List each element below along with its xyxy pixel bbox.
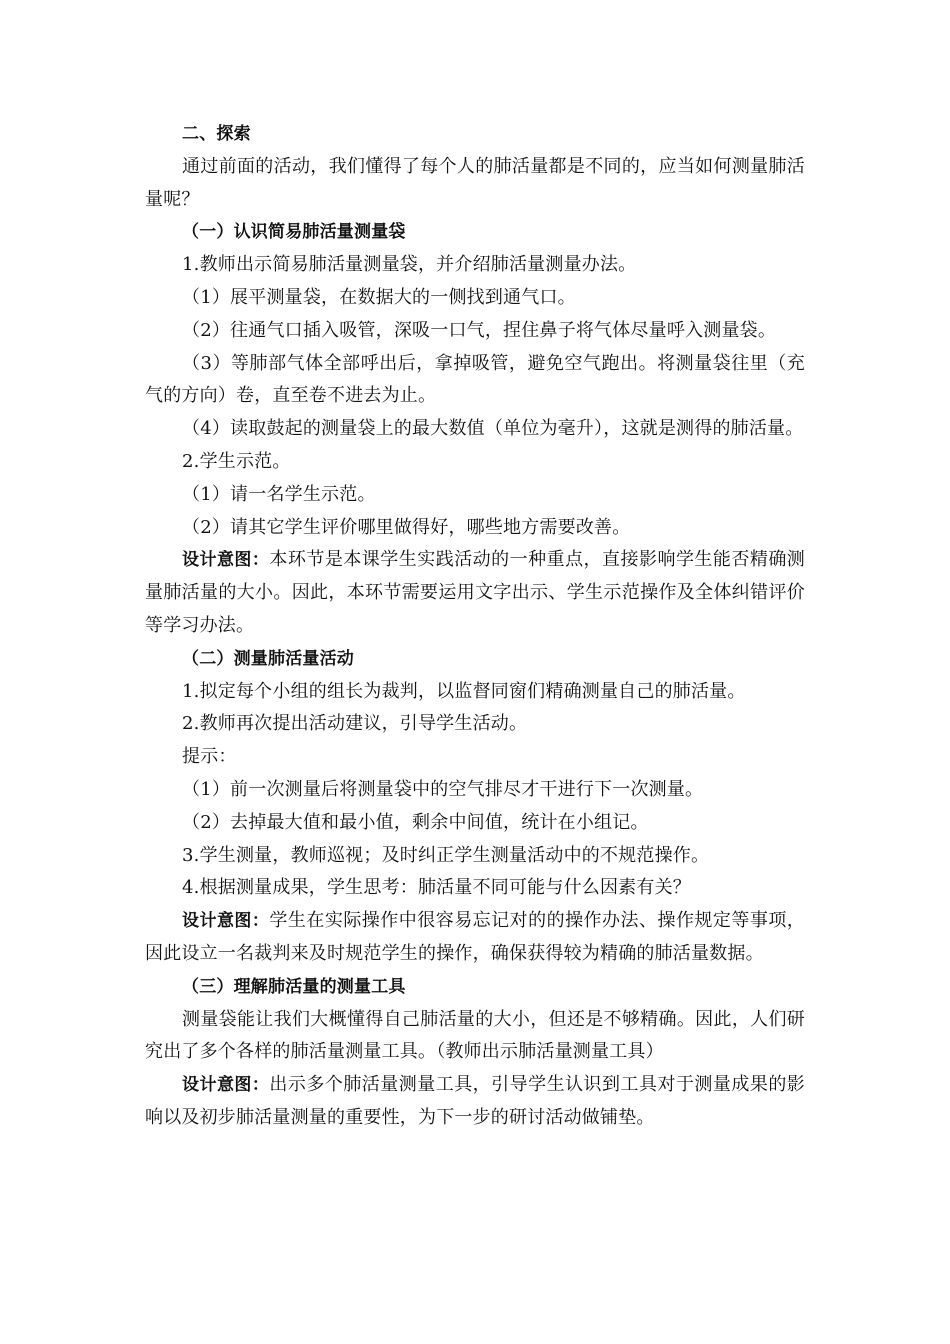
design-intent-label: 设计意图： [182, 1075, 270, 1096]
design-intent-text: 学生在实际操作中很容易忘记对的的操作办法、操作规定等事项，因此设立一名裁判来及时规范学生的操作，确保获得较为精确的肺活量数据。 [145, 910, 806, 964]
design-intent-text: 本环节是本课学生实践活动的一种重点，直接影响学生能否精确测量肺活量的大小。因此，本环节需要运用文字出示、学生示范操作及全体纠错评价等学习办法。 [145, 549, 806, 636]
part2-step1: 1.拟定每个小组的组长为裁判，以监督同窗们精确测量自己的肺活量。 [182, 680, 746, 702]
part2-step2: 2.教师再次提出活动建议，引导学生活动。 [182, 713, 528, 735]
design-intent-label: 设计意图： [182, 550, 270, 571]
part2-sub2: （2）去掉最大值和最小值，剩余中间值，统计在小组记。 [182, 811, 649, 833]
section-title: 二、探索 [182, 124, 251, 144]
part1-step2: 2.学生示范。 [182, 450, 291, 472]
part1-sub6: （2）请其它学生评价哪里做得好，哪些地方需要改善。 [182, 516, 631, 538]
part1-sub5: （1）请一名学生示范。 [182, 483, 376, 505]
part1-sub3: （3）等肺部气体全部呼出后，拿掉吸管，避免空气跑出。将测量袋往里（充气的方向）卷，直至卷不进去为止。 [145, 352, 805, 407]
part3-heading: （三）理解肺活量的测量工具 [182, 976, 406, 997]
part1-step1: 1.教师出示简易肺活量测量袋，并介绍肺活量测量办法。 [182, 254, 637, 276]
part2-step3: 3.学生测量，教师巡视；及时纠正学生测量活动中的不规范操作。 [182, 844, 710, 866]
part1-sub1: （1）展平测量袋，在数据大的一侧找到通气口。 [182, 286, 576, 308]
part2-sub1: （1）前一次测量后将测量袋中的空气排尽才干进行下一次测量。 [182, 778, 704, 800]
part3-design-intent [145, 1069, 805, 1135]
part2-step4: 4.根据测量成果，学生思考：肺活量不同可能与什么因素有关？ [182, 877, 691, 899]
part1-design-intent [145, 544, 805, 642]
design-intent-label: 设计意图： [182, 911, 270, 932]
part3-paragraph: 测量袋能让我们大概懂得自己肺活量的大小，但还是不够精确。因此，人们研究出了多个各样的肺活量测量工具。（教师出示肺活量测量工具） [145, 1008, 805, 1063]
part1-sub2: （2）往通气口插入吸管，深吸一口气，捏住鼻子将气体尽量呼入测量袋。 [182, 319, 777, 341]
part2-tip: 提示： [182, 746, 237, 768]
document-page [145, 118, 805, 1135]
design-intent-text: 出示多个肺活量测量工具，引导学生认识到工具对于测量成果的影响以及初步肺活量测量的重要性，为下一步的研讨活动做铺垫。 [145, 1074, 806, 1128]
part1-heading: （一）认识简易肺活量测量袋 [182, 222, 406, 243]
part2-heading: （二）测量肺活量活动 [182, 648, 354, 669]
part2-design-intent [145, 905, 805, 971]
intro-paragraph: 通过前面的活动，我们懂得了每个人的肺活量都是不同的，应当如何测量肺活量呢？ [145, 155, 805, 210]
part1-sub4: （4）读取鼓起的测量袋上的最大数值（单位为毫升），这就是测得的肺活量。 [182, 418, 804, 440]
